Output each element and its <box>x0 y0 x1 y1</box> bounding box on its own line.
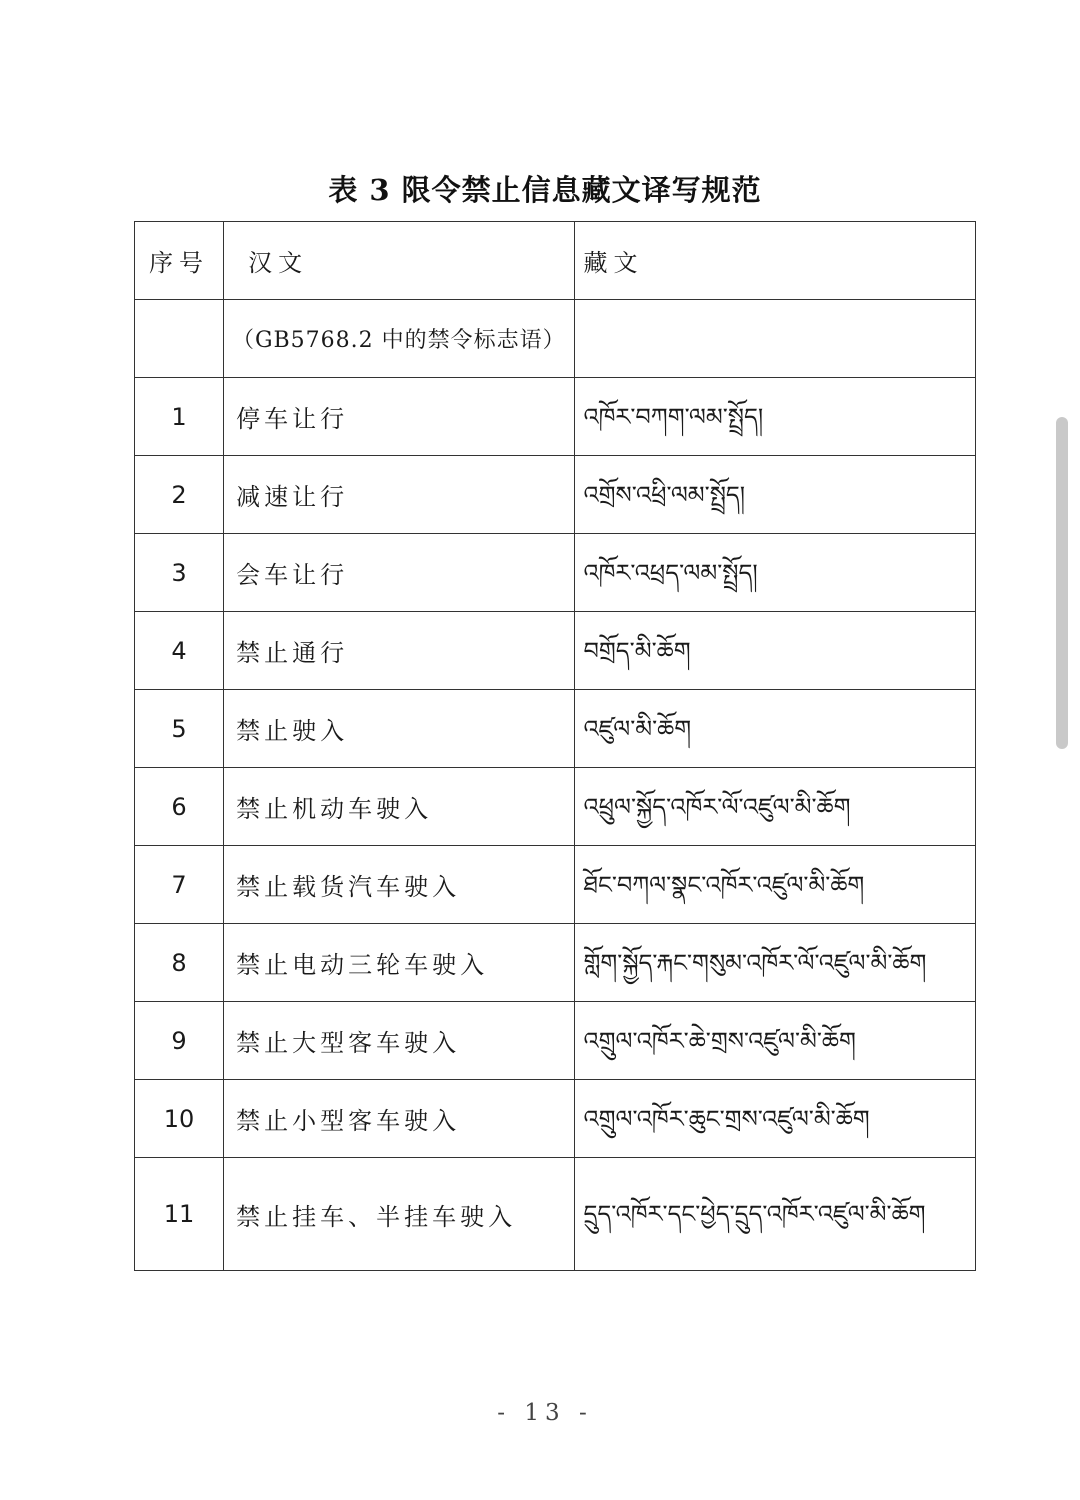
table-header-row <box>135 222 976 300</box>
row-number: 7 <box>135 846 224 924</box>
table-note-row <box>135 300 976 378</box>
row-chinese: 禁止通行 <box>224 612 574 690</box>
table-row <box>135 612 976 690</box>
table-row <box>135 534 976 612</box>
row-chinese: 减速让行 <box>224 456 574 534</box>
row-chinese: 禁止机动车驶入 <box>224 768 574 846</box>
note-empty-cell <box>135 300 224 378</box>
row-tibetan: འཁོར་བཀག་ལམ་སྤྲོད། <box>574 378 976 456</box>
page-title: 表 3 限令禁止信息藏文译写规范 <box>328 173 762 207</box>
row-number: 8 <box>135 924 224 1002</box>
vertical-scrollbar[interactable] <box>1056 417 1068 749</box>
translation-table <box>134 221 976 1271</box>
table-row <box>135 768 976 846</box>
note-text: （GB5768.2 中的禁令标志语） <box>224 300 574 378</box>
row-number: 10 <box>135 1080 224 1158</box>
row-number: 5 <box>135 690 224 768</box>
row-chinese: 禁止驶入 <box>224 690 574 768</box>
header-tibetan: 藏文 <box>574 222 976 300</box>
header-number: 序号 <box>135 222 224 300</box>
row-tibetan: འགྲོས་འཕྲི་ལམ་སྤྲོད། <box>574 456 976 534</box>
page-number: - 13 - <box>497 1400 593 1426</box>
row-number: 4 <box>135 612 224 690</box>
row-tibetan: གློག་སྐྱོད་རྐང་གསུམ་འཁོར་ལོ་འཛུལ་མི་ཆོག <box>574 924 976 1002</box>
row-chinese: 禁止小型客车驶入 <box>224 1080 574 1158</box>
row-number: 2 <box>135 456 224 534</box>
row-tibetan: འཛུལ་མི་ཆོག <box>574 690 976 768</box>
row-chinese: 禁止载货汽车驶入 <box>224 846 574 924</box>
row-chinese: 会车让行 <box>224 534 574 612</box>
row-tibetan: ཐོང་བཀལ་སྣང་འཁོར་འཛུལ་མི་ཆོག <box>574 846 976 924</box>
table-row <box>135 378 976 456</box>
row-tibetan: འགྲུལ་འཁོར་ཆུང་གྲས་འཛུལ་མི་ཆོག <box>574 1080 976 1158</box>
table-row <box>135 1002 976 1080</box>
row-number: 3 <box>135 534 224 612</box>
row-tibetan: བགྲོད་མི་ཆོག <box>574 612 976 690</box>
row-number: 6 <box>135 768 224 846</box>
row-number: 9 <box>135 1002 224 1080</box>
row-chinese: 停车让行 <box>224 378 574 456</box>
table-row <box>135 924 976 1002</box>
row-tibetan: འཕྲུལ་སྐྱོད་འཁོར་ལོ་འཛུལ་མི་ཆོག <box>574 768 976 846</box>
row-chinese: 禁止电动三轮车驶入 <box>224 924 574 1002</box>
table-row <box>135 690 976 768</box>
header-chinese: 汉文 <box>224 222 574 300</box>
row-chinese: 禁止大型客车驶入 <box>224 1002 574 1080</box>
table-row <box>135 456 976 534</box>
row-tibetan: འགྲུལ་འཁོར་ཆེ་གྲས་འཛུལ་མི་ཆོག <box>574 1002 976 1080</box>
row-tibetan: དྲུད་འཁོར་དང་ཕྱེད་དྲུད་འཁོར་འཛུལ་མི་ཆོག <box>574 1158 976 1271</box>
row-number: 1 <box>135 378 224 456</box>
row-tibetan: འཁོར་འཕྲད་ལམ་སྤྲོད། <box>574 534 976 612</box>
table-row <box>135 846 976 924</box>
table-row <box>135 1080 976 1158</box>
note-empty-cell <box>574 300 976 378</box>
table-row <box>135 1158 976 1271</box>
row-number: 11 <box>135 1158 224 1271</box>
row-chinese: 禁止挂车、半挂车驶入 <box>224 1158 574 1271</box>
